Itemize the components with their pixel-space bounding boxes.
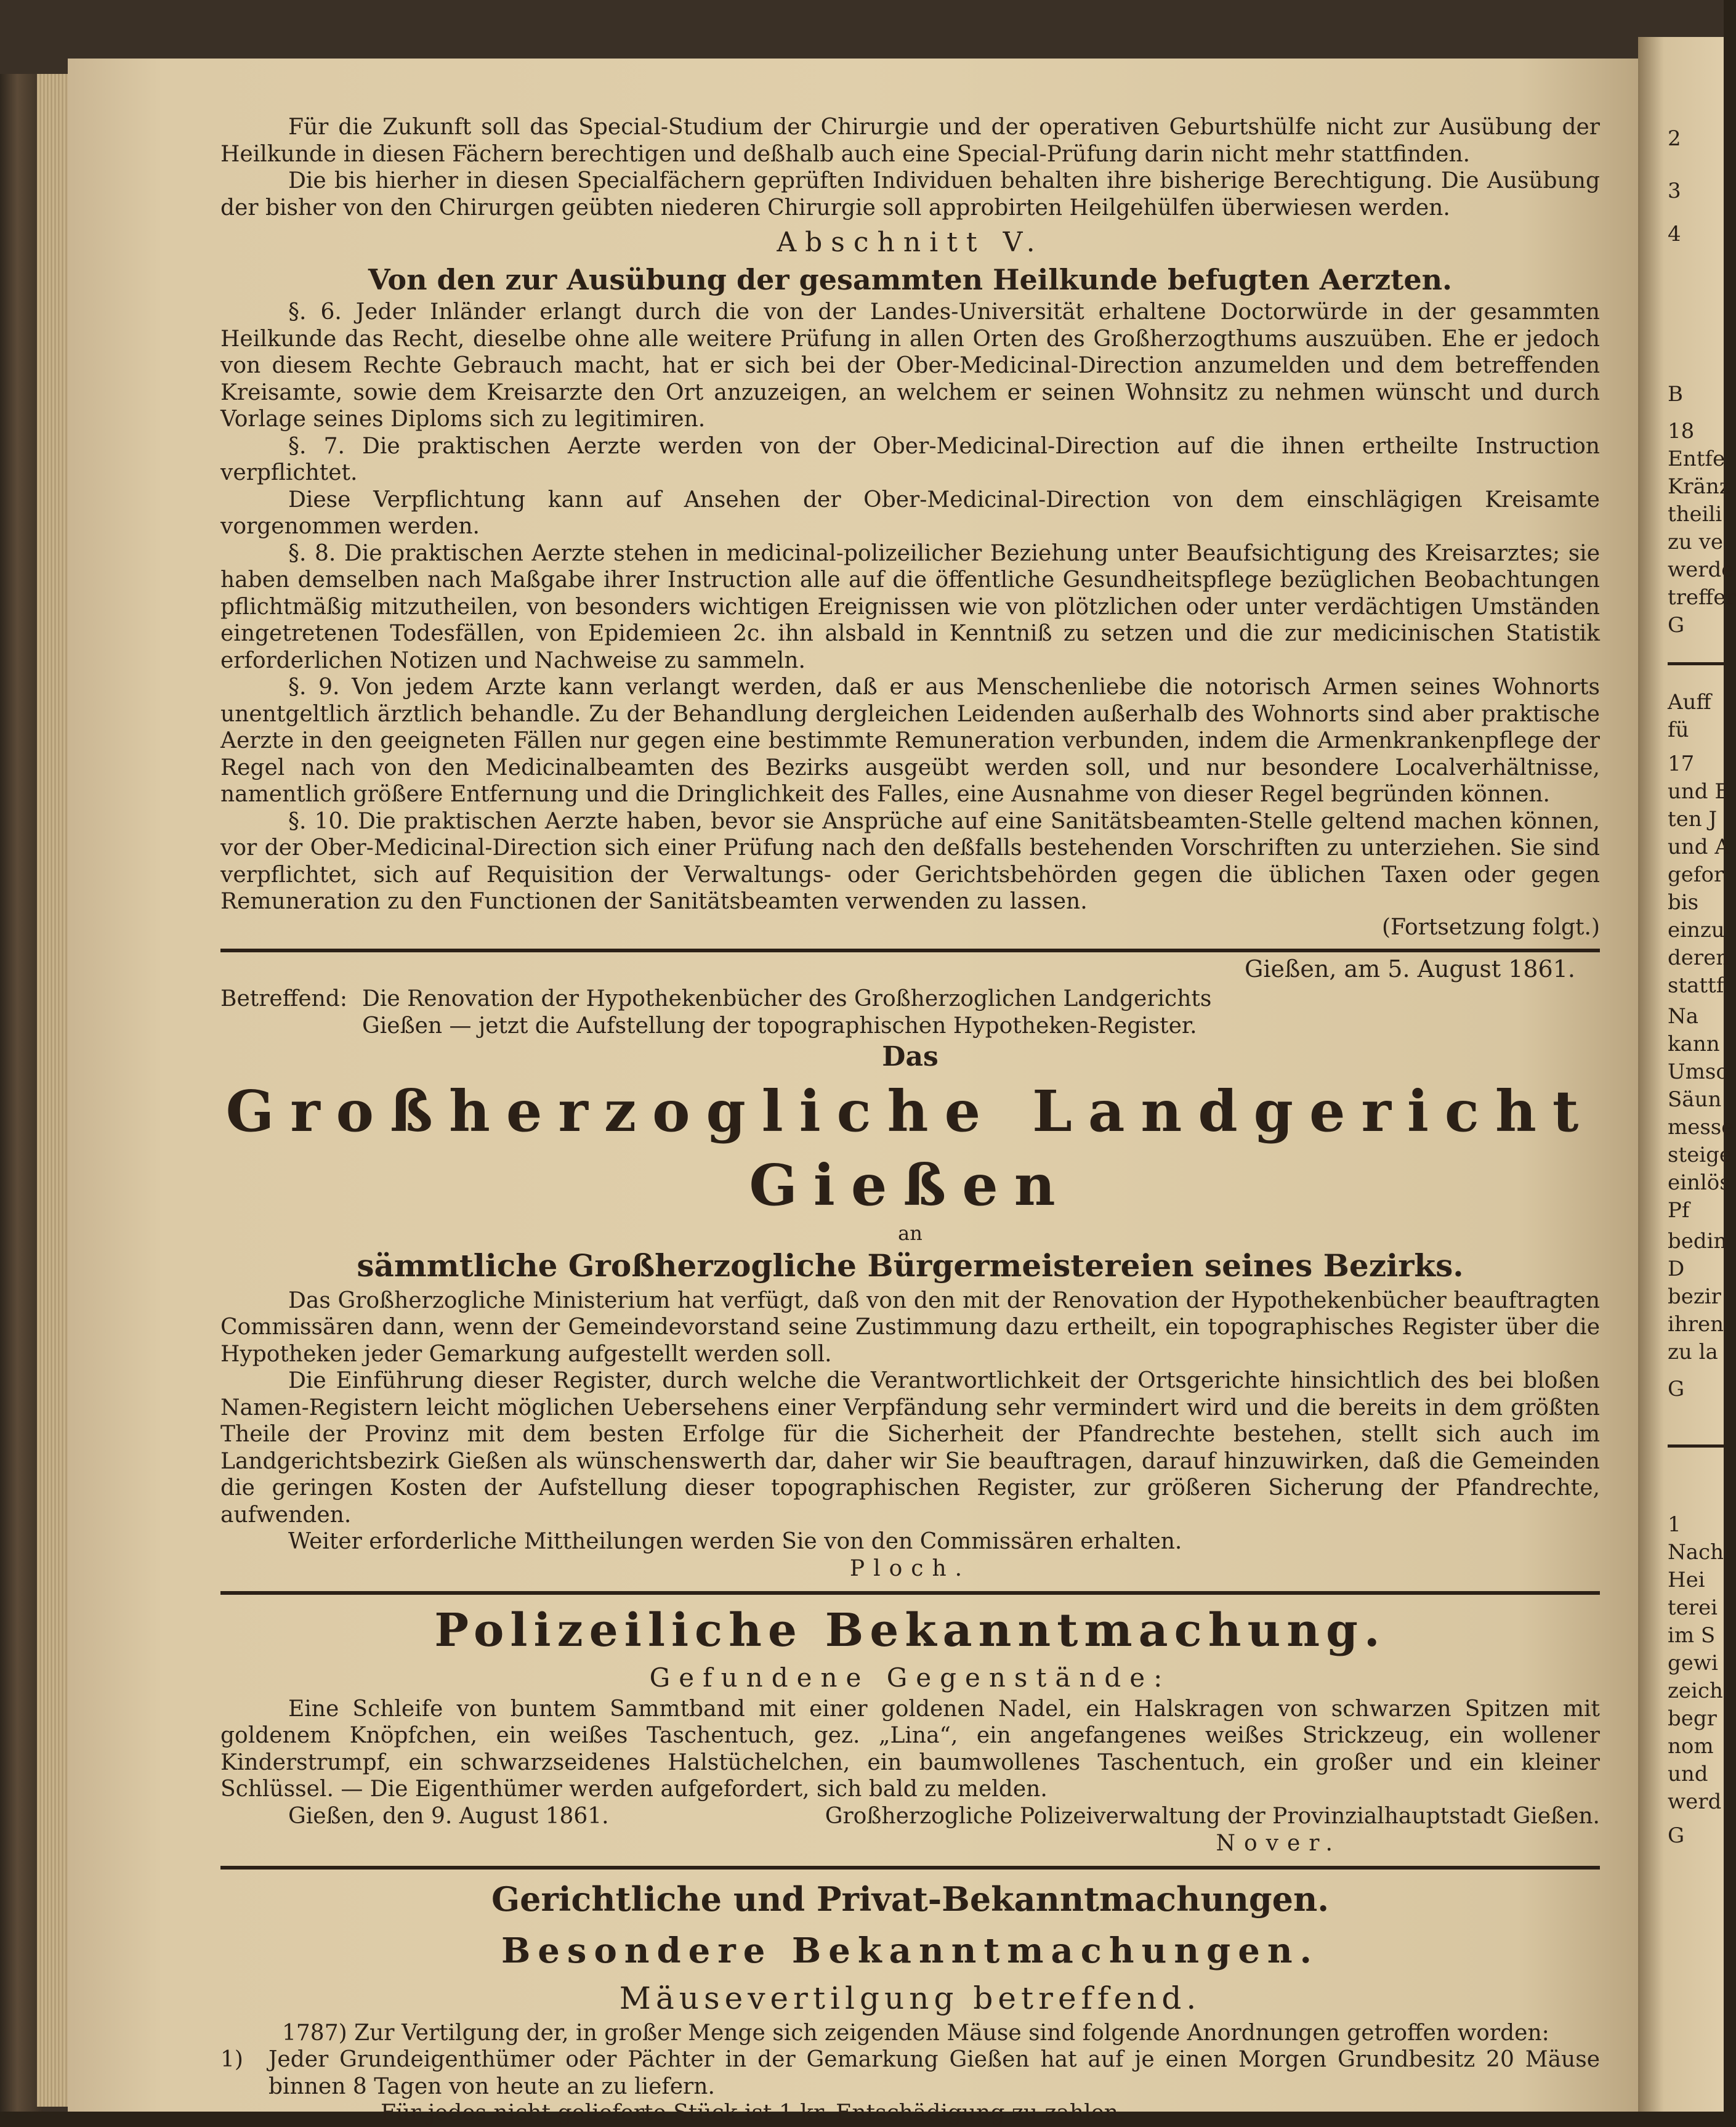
right-fragment: kann: [1668, 1032, 1720, 1056]
paragraph-s7b: Diese Verpflichtung kann auf Ansehen der Ober-Medicinal-Direction von dem einschlägigen Kreisamte vorgenommen werden.: [220, 487, 1600, 539]
right-fragment: terei: [1668, 1595, 1718, 1620]
landgericht-title: Großherzogliche Landgericht Gießen: [225, 1077, 1595, 1218]
list-item-number: 1): [220, 2047, 243, 2072]
right-fragment: einlös: [1668, 1170, 1730, 1195]
paragraph-s9: §. 9. Von jedem Arzte kann verlangt werden, daß er aus Menschenliebe die notorisch Armen seines Wohnorts unentgeltlich ärztlich behandle. Zu der Behandlung dergleichen Leidenden außerhalb des Wohnorts sind aber praktische Aerzte in den geeigneten Fällen nur gegen eine bestimmte Remuneration verbunden, indem die Armenkrankenpflege der Regel nach von den Medicinalbeamten des Bezirks ausgeübt werden soll, und nur besondere Localverhältnisse, namentlich größere Entfernung und die Dringlichkeit des Falles, eine Ausnahme von dieser Regel begründen können.: [220, 675, 1600, 807]
landgericht-paragraph: Das Großherzogliche Ministerium hat verfügt, daß von den mit der Renovation der Hypothekenbücher beauftragten Commissären dann, wenn der Gemeindevorstand seine Zustimmung dazu ertheilt, ein topographisches Register über die Hypotheken jeder Gemarkung aufgestellt werden soll.: [220, 1287, 1600, 1367]
section-divider: [220, 1866, 1600, 1870]
right-fragment: und: [1668, 1762, 1708, 1786]
right-fragment: Auff: [1668, 690, 1711, 715]
right-rule: [1668, 662, 1724, 665]
right-fragment: Kränz: [1668, 474, 1730, 499]
right-fragment: theili: [1668, 502, 1722, 527]
section-heading: Abschnitt V.: [777, 227, 1044, 258]
list-item-text: Jeder Grundeigenthümer oder Pächter in der Gemarkung Gießen hat auf je einen Morgen Grundbesitz 20 Mäuse binnen 8 Tagen von heute an zu liefern.: [268, 2047, 1600, 2099]
polizei-signature: Nover.: [1216, 1830, 1341, 1856]
right-fragment: 3: [1668, 179, 1681, 203]
right-fragment: ten J: [1668, 807, 1718, 832]
gerichtliche-title: Gerichtliche und Privat-Bekanntmachungen.: [491, 1879, 1330, 1919]
landgericht-signature: Ploch.: [849, 1555, 971, 1581]
right-fragment: und A: [1668, 835, 1730, 859]
continuation-note: (Fortsetzung folgt.): [1382, 914, 1600, 940]
polizei-date: Gießen, den 9. August 1861.: [288, 1803, 609, 1829]
right-fragment: Na: [1668, 1004, 1699, 1029]
list-item-note: Für jedes nicht gelieferte Stück ist 1 kr. Entschädigung zu zahlen.: [381, 2101, 1126, 2126]
polizei-authority: Großherzogliche Polizeiverwaltung der Provinzialhauptstadt Gießen.: [825, 1803, 1600, 1829]
right-fragment: Hei: [1668, 1568, 1705, 1592]
list-item: [220, 2046, 1600, 2100]
right-fragment: werde: [1668, 557, 1734, 582]
addressee: sämmtliche Großherzogliche Bürgermeistereien seines Bezirks.: [357, 1247, 1464, 1284]
right-fragment: deren: [1668, 946, 1730, 970]
ordinance-paragraph: Für die Zukunft soll das Special-Studium der Chirurgie und der operativen Geburtshülfe nicht zur Ausübung der Heilkunde in diesen Fächern berechtigen und deßhalb auch eine Special-Prüfung darin nicht mehr stattfinden.: [220, 115, 1600, 167]
betreffend-block: [220, 986, 1600, 1040]
right-fragment: 17: [1668, 752, 1695, 776]
right-fragment: stattf: [1668, 973, 1724, 998]
right-fragment: einzu: [1668, 918, 1725, 942]
right-fragment: gewi: [1668, 1651, 1718, 1675]
right-fragment: 2: [1668, 126, 1681, 151]
an-label: an: [898, 1221, 923, 1245]
paragraph-s8: §. 8. Die praktischen Aerzte stehen in medicinal-polizeilicher Beziehung unter Beaufsichtigung des Kreisarztes; sie haben demselben nach Maßgabe ihrer Instruction alle auf die öffentliche Gesundheitspflege bezüglichen Beobachtungen pflichtmäßig mitzutheilen, von besonders wichtigen Ereignissen wie von plötzlichen oder unter verdächtigen Umständen eingetretenen Todesfällen, von Epidemieen 2c. ihn alsbald in Kenntniß zu setzen und die zur medicinischen Statistik erforderlichen Notizen und Nachweise zu sammeln.: [220, 540, 1600, 673]
right-fragment: bedin: [1668, 1229, 1727, 1254]
landgericht-date: Gießen, am 5. August 1861.: [1245, 955, 1575, 982]
right-fragment: begr: [1668, 1706, 1717, 1731]
right-fragment: Entfe: [1668, 447, 1726, 471]
right-fragment: im S: [1668, 1623, 1716, 1648]
right-fragment: 1: [1668, 1512, 1681, 1537]
betreffend-label: Betreffend:: [220, 986, 347, 1011]
right-fragment: treffer: [1668, 585, 1736, 610]
paragraph-s10: §. 10. Die praktischen Aerzte haben, bevor sie Ansprüche auf eine Sanitätsbeamten-Stelle geltend machen können, vor der Ober-Medicinal-Direction sich einer Prüfung nach den deßfalls bestehenden Vorschriften zu unterziehen. Sie sind verpflichtet, sich auf Requisition der Verwaltungs- oder Gerichtsbehörden gegen die üblichen Taxen oder gegen Remuneration zu den Functionen der Sanitätsbeamten verwenden zu lassen.: [220, 808, 1600, 914]
right-fragment: messe: [1668, 1115, 1734, 1140]
paragraph-s7: §. 7. Die praktischen Aerzte werden von der Ober-Medicinal-Direction auf die ihnen ertheilte Instruction verpflichtet.: [220, 433, 1600, 485]
landgericht-paragraph: Die Einführung dieser Register, durch welche die Verantwortlichkeit der Ortsgerichte hinsichtlich des bei bloßen Namen-Registern leicht möglichen Uebersehens einer Verpfändung sehr vermindert wird und die bereits in dem größten Theile der Provinz mit dem besten Erfolge für die Sicherheit der Pfandrechte bestehen, stellt sich auch im Landgerichtsbezirk Gießen als wünschenswerth dar, daher wir Sie beauftragen, darauf hinzuwirken, daß die Gemeinden die geringen Kosten der Aufstellung dieser topographischen Register, zur größeren Sicherung der Pfandrechte, aufwenden.: [220, 1368, 1600, 1528]
right-fragment: 18: [1668, 419, 1695, 444]
section-divider: [220, 1591, 1600, 1595]
gerichtliche-subtitle: Besondere Bekanntmachungen.: [501, 1930, 1320, 1971]
polizei-footer: [220, 1803, 1600, 1830]
betreffend-text: Die Renovation der Hypothekenbücher des Großherzoglichen Landgerichts Gießen — jetzt die Aufstellung der topographischen Hypotheken-Register.: [362, 986, 1212, 1039]
right-fragment: werd: [1668, 1789, 1722, 1814]
right-fragment: Umsc: [1668, 1059, 1728, 1084]
right-fragment: steige: [1668, 1143, 1732, 1167]
right-fragment: nom: [1668, 1734, 1714, 1759]
right-fragment: Nach: [1668, 1540, 1724, 1565]
right-fragment: D: [1668, 1257, 1685, 1281]
right-fragment: bezir: [1668, 1284, 1721, 1309]
right-rule: [1668, 1444, 1724, 1448]
das-label: Das: [882, 1040, 939, 1072]
right-fragment: G: [1668, 613, 1685, 638]
right-fragment: zu la: [1668, 1340, 1718, 1364]
right-page-fragment: [1638, 37, 1736, 2112]
right-fragment: zeich: [1668, 1679, 1723, 1703]
right-fragment: ihren: [1668, 1312, 1724, 1337]
right-fragment: Säun: [1668, 1087, 1722, 1112]
paragraph-s6: §. 6. Jeder Inländer erlangt durch die von der Landes-Universität erhaltene Doctorwürde in der gesammten Heilkunde das Recht, dieselbe ohne alle weitere Prüfung in allen Orten des Großherzogthums auszuüben. Ehe er jedoch von diesem Rechte Gebrauch macht, hat er sich bei der Ober-Medicinal-Direction anzumelden und dem betreffenden Kreisamte, sowie dem Kreisarzte den Ort anzuzeigen, an welchem er seinen Wohnsitz zu nehmen wünscht und durch Vorlage seines Diploms sich zu legitimiren.: [220, 299, 1600, 432]
right-fragment: und E: [1668, 779, 1730, 804]
right-fragment: G: [1668, 1823, 1685, 1848]
right-fragment: B: [1668, 382, 1683, 407]
right-fragment: fü: [1668, 718, 1689, 742]
right-fragment: bis: [1668, 890, 1699, 915]
section-title: Von den zur Ausübung der gesammten Heilkunde befugten Aerzten.: [368, 263, 1453, 296]
page-content: [220, 114, 1600, 2127]
gerichtliche-topic: Mäusevertilgung betreffend.: [619, 1980, 1201, 2016]
polizei-title: Polizeiliche Bekanntmachung.: [434, 1603, 1386, 1657]
ordinance-paragraph: Die bis hierher in diesen Specialfächern geprüften Individuen behalten ihre bisherige Berechtigung. Die Ausübung der bisher von den Chirurgen geübten niederen Chirurgie soll approbirten Heilgehülfen überwiesen werden.: [220, 168, 1600, 221]
right-fragment: gefor: [1668, 862, 1724, 887]
polizei-paragraph: Eine Schleife von buntem Sammtband mit einer goldenen Nadel, ein Halskragen von schwarzen Spitzen mit goldenem Knöpfchen, ein weißes Taschentuch, gez. „Lina“, ein angefangenes weißes Strickzeug, ein wollener Kinderstrumpf, ein schwarzseidenes Halstüchelchen, ein baumwollenes Taschentuch, ein großer und ein kleiner Schlüssel. — Die Eigenthümer werden aufgefordert, sich bald zu melden.: [220, 1696, 1600, 1802]
right-fragment: zu ve: [1668, 530, 1723, 554]
landgericht-paragraph: Weiter erforderliche Mittheilungen werden Sie von den Commissären erhalten.: [288, 1529, 1182, 1554]
right-fragment: 4: [1668, 222, 1681, 246]
right-fragment: G: [1668, 1377, 1685, 1401]
right-fragment: Pf: [1668, 1198, 1690, 1223]
gerichtliche-intro: 1787) Zur Vertilgung der, in großer Menge sich zeigenden Mäuse sind folgende Anordnungen getroffen worden:: [282, 2020, 1549, 2046]
polizei-subtitle: Gefundene Gegenstände:: [649, 1662, 1171, 1693]
